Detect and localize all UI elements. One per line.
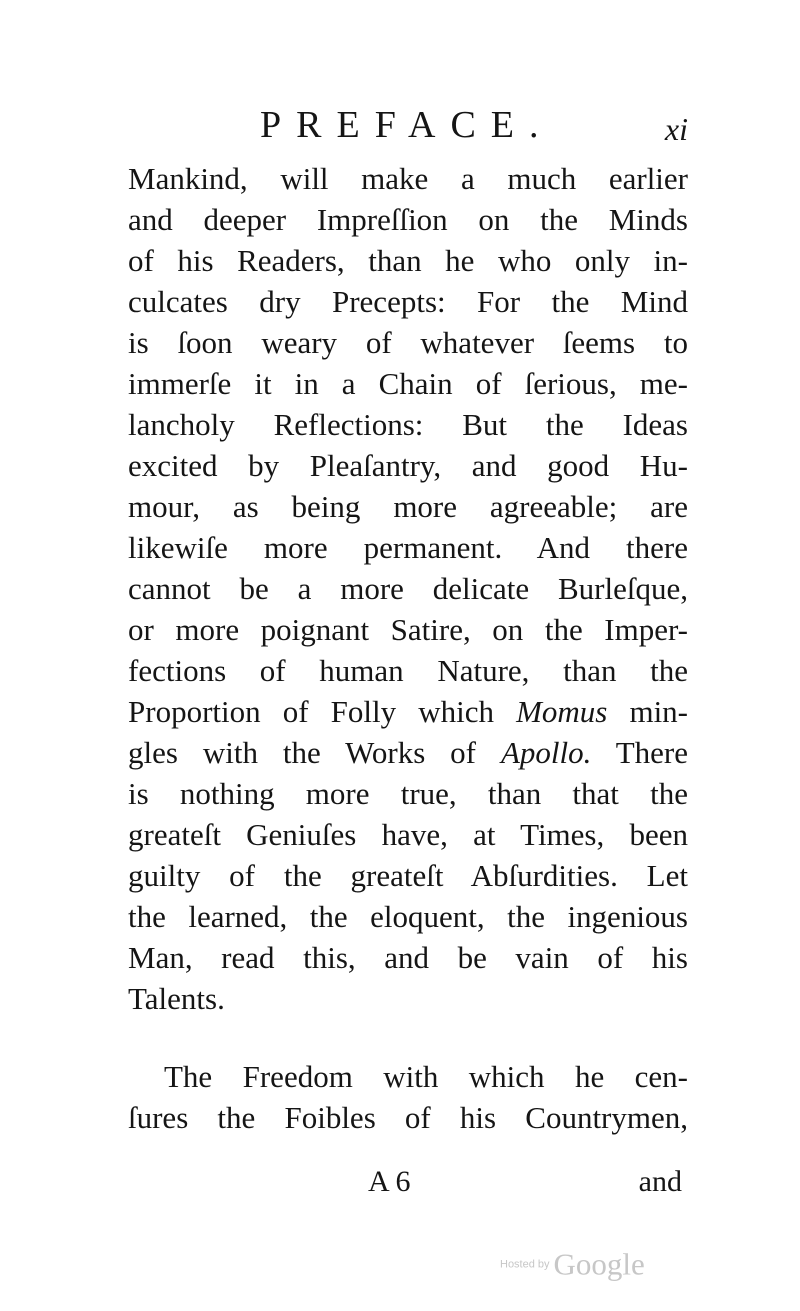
text-line: Talents.	[128, 981, 225, 1016]
google-logo: Google	[553, 1246, 645, 1282]
running-head: PREFACE.	[260, 104, 554, 146]
catchword: and	[638, 1165, 682, 1198]
text-line: The Freedom with which he cen-	[164, 1059, 688, 1094]
body-text	[128, 158, 688, 1138]
text-line	[128, 691, 688, 732]
text-line: lancholy Reflections: But the Ideas	[128, 407, 688, 442]
page-footer	[128, 1162, 688, 1202]
hosted-by-label: Hosted by	[500, 1258, 550, 1271]
google-watermark	[500, 1244, 645, 1284]
italic-name-momus: Momus	[516, 694, 608, 729]
text-line: Man, read this, and be vain of his	[128, 940, 688, 975]
paragraph-1	[128, 158, 688, 1019]
text-line: and deeper Impreſſion on the Minds	[128, 202, 688, 237]
italic-name-apollo: Apollo.	[500, 735, 592, 770]
text-line: Mankind, will make a much earlier	[128, 161, 688, 196]
text-line: mour, as being more agreeable; are	[128, 489, 688, 524]
text-segment: gles with the Works of	[128, 735, 477, 770]
text-line: the learned, the eloquent, the ingenious	[128, 899, 688, 934]
paragraph-2	[128, 1056, 688, 1138]
text-line: greateſt Geniuſes have, at Times, been	[128, 817, 688, 852]
text-line: culcates dry Precepts: For the Mind	[128, 284, 688, 319]
text-line: excited by Pleaſantry, and good Hu-	[128, 448, 688, 483]
text-line: ſures the Foibles of his Countrymen,	[128, 1100, 688, 1135]
text-line: immerſe it in a Chain of ſerious, me-	[128, 366, 688, 401]
text-line: or more poignant Satire, on the Imper-	[128, 612, 688, 647]
text-line: likewiſe more permanent. And there	[128, 530, 688, 565]
text-line: is ſoon weary of whatever ſeems to	[128, 325, 688, 360]
text-line: cannot be a more delicate Burleſque,	[128, 571, 688, 606]
text-segment: min-	[629, 694, 689, 729]
paragraph-gap	[128, 1019, 688, 1056]
text-line: of his Readers, than he who only in-	[128, 243, 688, 278]
signature-mark: A 6	[368, 1165, 411, 1198]
text-segment: There	[615, 735, 688, 770]
text-line: is nothing more true, than that the	[128, 776, 688, 811]
page-header	[128, 100, 688, 150]
text-line	[128, 732, 688, 773]
page-number: xi	[664, 111, 688, 147]
text-segment: Proportion of Folly which	[128, 694, 494, 729]
text-line: guilty of the greateſt Abſurdities. Let	[128, 858, 688, 893]
text-line: fections of human Nature, than the	[128, 653, 688, 688]
